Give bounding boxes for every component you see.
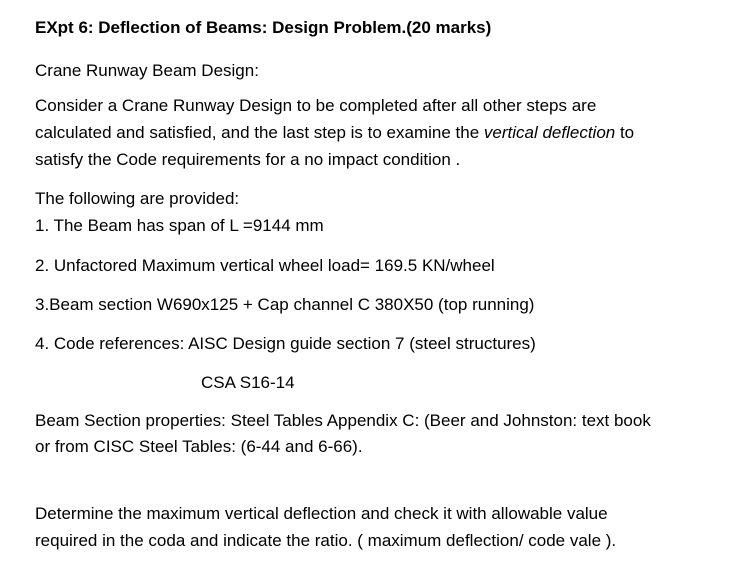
intro-line-2 bbox=[35, 122, 634, 144]
properties-line-2: or from CISC Steel Tables: (6-44 and 6-66). bbox=[35, 437, 363, 456]
provided-heading: The following are provided: bbox=[35, 189, 240, 208]
intro-line-1: Consider a Crane Runway Design to be completed after all other steps are bbox=[35, 96, 597, 115]
intro-line-3: satisfy the Code requirements for a no impact condition . bbox=[35, 150, 461, 169]
intro-line-2-pre: calculated and satisfied, and the last step is to examine the bbox=[35, 123, 484, 142]
task-line-1: Determine the maximum vertical deflection and check it with allowable value bbox=[35, 504, 608, 523]
page-title: EXpt 6: Deflection of Beams: Design Problem.(20 marks) bbox=[35, 18, 492, 37]
list-item: 4. Code references: AISC Design guide section 7 (steel structures) bbox=[35, 334, 536, 353]
code-reference-csa: CSA S16-14 bbox=[201, 373, 295, 392]
properties-line-1: Beam Section properties: Steel Tables Appendix C: (Beer and Johnston: text book bbox=[35, 411, 651, 430]
list-item: 3.Beam section W690x125 + Cap channel C 380X50 (top running) bbox=[35, 295, 535, 314]
intro-emphasis: vertical deflection bbox=[483, 123, 616, 142]
subtitle: Crane Runway Beam Design: bbox=[35, 61, 259, 80]
list-item: 2. Unfactored Maximum vertical wheel load= 169.5 KN/wheel bbox=[35, 256, 495, 275]
list-item: 1. The Beam has span of L =9144 mm bbox=[35, 216, 324, 235]
task-line-2: required in the coda and indicate the ratio. ( maximum deflection/ code vale ). bbox=[35, 531, 617, 550]
intro-line-2-post: to bbox=[615, 123, 635, 142]
